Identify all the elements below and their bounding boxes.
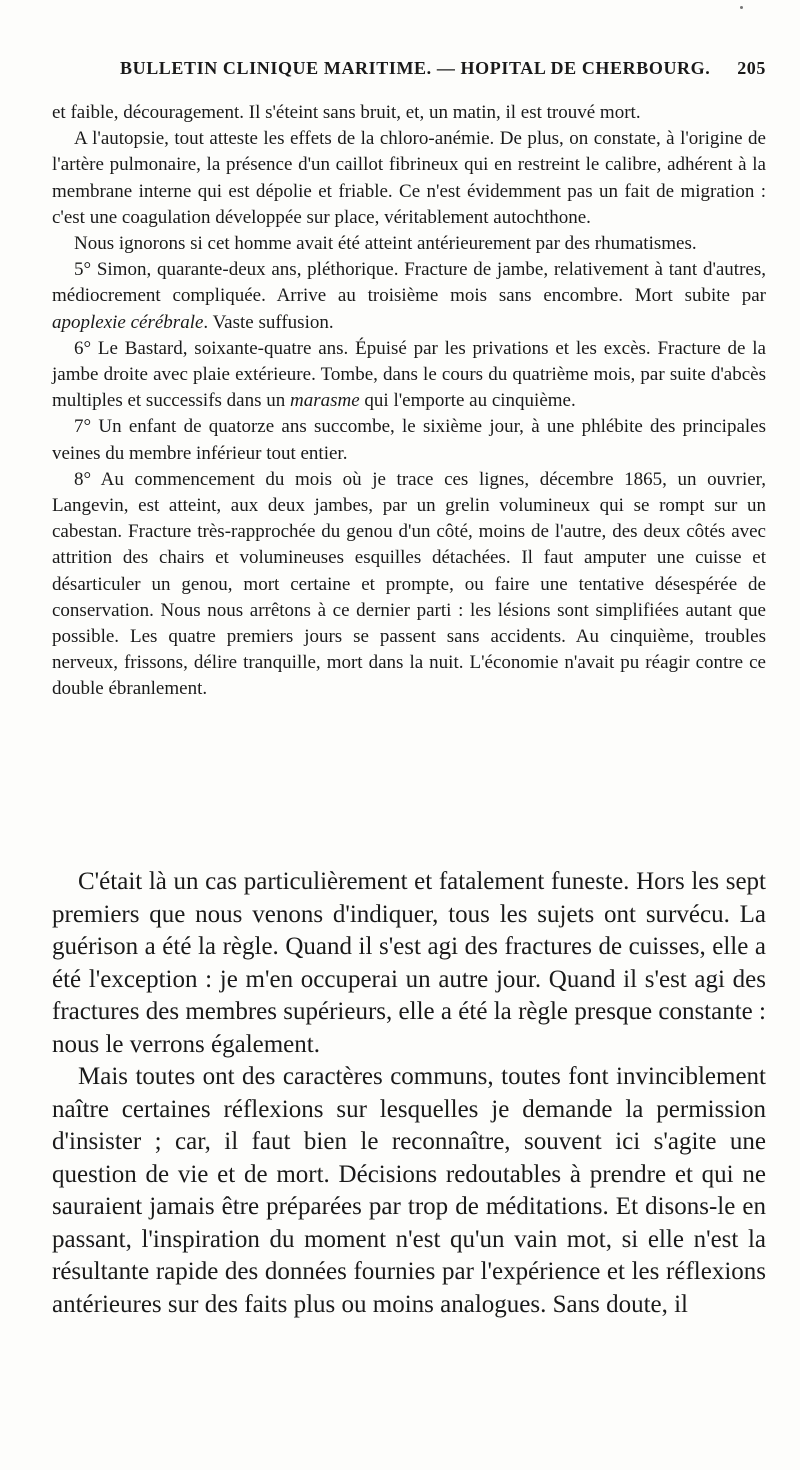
running-header [120, 58, 766, 79]
paragraph-conclusion: C'était là un cas particulièrement et fatalement funeste. Hors les sept premiers que nous venons d'indiquer, tous les sujets ont survécu. La guérison a été la règle. Quand il s'est agi des fractures de cuisses, elle a été l'exception : je m'en occuperai un autre jour. Quand il s'est agi des fractures des membres supérieurs, elle a été la règle presque constante : nous le verrons également. [52, 868, 766, 1058]
paragraph-autopsy: A l'autopsie, tout atteste les effets de la chloro-anémie. De plus, on constate, à l'origine de l'artère pulmonaire, la présence d'un caillot fibrineux qui en restreint le calibre, adhérent à la membrane interne qui est dépolie et friable. Ce n'est évidemment pas un fait de migration : c'est une coagulation développée sur place, véritablement autochthone. [52, 128, 766, 228]
emphasis-apoplexie: apoplexie cérébrale [52, 311, 204, 333]
large-print-block [52, 866, 766, 1321]
page-number: 205 [737, 58, 766, 78]
case-5-simon: 5° Simon, quarante-deux ans, pléthorique. Fracture de jambe, relativement à tant d'autres, médiocrement compliquée. Arrive au troisième mois sans encombre. Mort subite par apoplexie cérébrale. Vaste suffusion. [52, 259, 766, 333]
small-print-block [52, 100, 766, 703]
case-7-child: 7° Un enfant de quatorze ans succombe, le sixième jour, à une phlébite des principales veines du membre inférieur tout entier. [52, 416, 766, 464]
case-6-le-bastard: 6° Le Bastard, soixante-quatre ans. Épuisé par les privations et les excès. Fracture de la jambe droite avec plaie extérieure. Tombe, dans le cours du quatrième mois, par suite d'abcès multiples et successifs dans un marasme qui l'emporte au cinquième. [52, 337, 766, 412]
print-speck [740, 6, 743, 9]
emphasis-marasme: marasme [290, 390, 360, 412]
paragraph-rheumatism: Nous ignorons si cet homme avait été atteint antérieurement par des rhumatismes. [74, 233, 697, 255]
case-8-langevin: 8° Au commencement du mois où je trace ces lignes, décembre 1865, un ouvrier, Langevin, est atteint, aux deux jambes, par un grelin volumineux qui se rompt sur un cabestan. Fracture très-rapprochée du genou d'un côté, moins de l'autre, des deux côtés avec attrition des chairs et volumineuses esquilles détachées. Il faut amputer une cuisse et désarticuler un genou, mort certaine et prompte, ou faire une tentative désespérée de conservation. Nous nous arrêtons à ce dernier parti : les lésions sont simplifiées autant que possible. Les quatre premiers jours se passent sans accidents. Au cinquième, troubles nerveux, frissons, délire tranquille, mort dans la nuit. L'économie n'avait pu réagir contre ce double ébranlement. [52, 468, 766, 700]
paragraph-continuation: et faible, découragement. Il s'éteint sans bruit, et, un matin, il est trouvé mort. [52, 102, 641, 123]
paragraph-reflections: Mais toutes ont des caractères communs, toutes font invinciblement naître certaines réflexions sur lesquelles je demande la permission d'insister ; car, il faut bien le reconnaître, souvent ici s'agite une question de vie et de mort. Décisions redoutables à prendre et qui ne sauraient jamais être préparées par trop de méditations. Et disons-le en passant, l'inspiration du moment n'est qu'un vain mot, si elle n'est la résultante rapide des données fournies par l'expérience et les réflexions antérieures sur des faits plus ou moins analogues. Sans doute, il [52, 1063, 766, 1318]
running-title: BULLETIN CLINIQUE MARITIME. — HOPITAL DE CHERBOURG. [120, 58, 711, 78]
